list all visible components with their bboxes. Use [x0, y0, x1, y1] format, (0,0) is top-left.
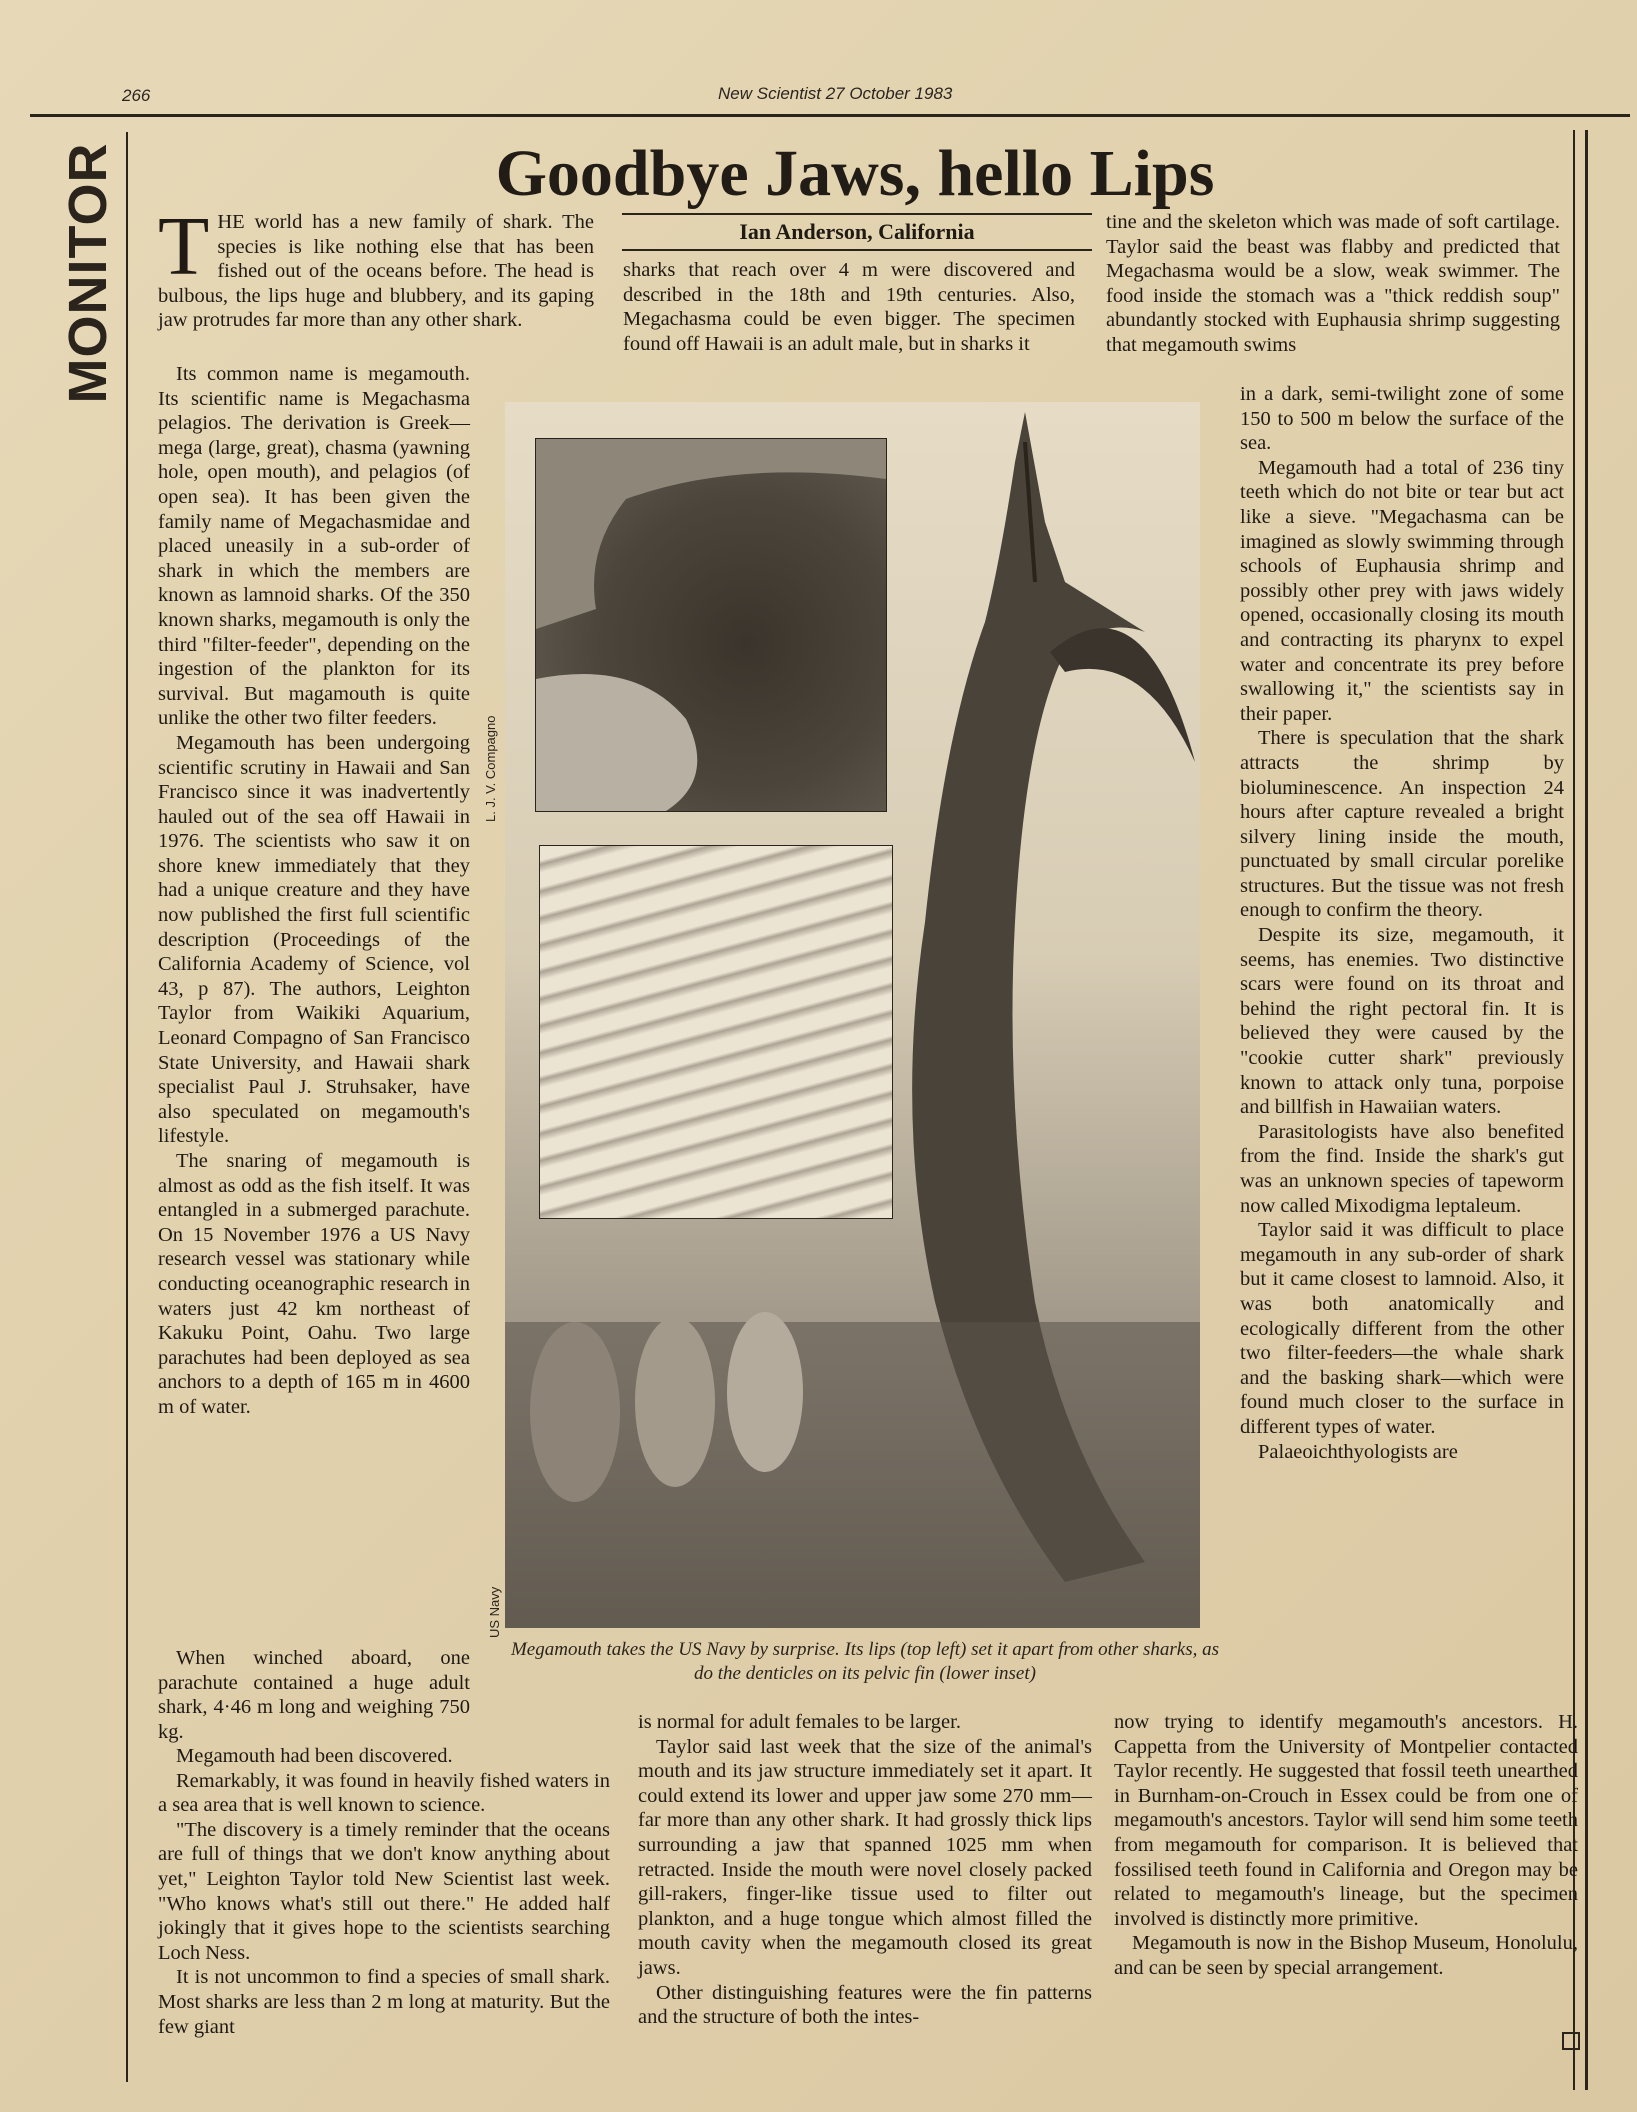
paragraph: Parasitologists have also benefited from the find. Inside the shark's gut was an unknown species of tapeworm now called Mixodigma leptaleum.	[1240, 1120, 1564, 1217]
paragraph: When winched aboard, one parachute contained a huge adult shark, 4·46 m long and weighing 750 kg.	[158, 1647, 470, 1743]
paragraph: Its common name is megamouth. Its scientific name is Megachasma pelagios. The derivation is Greek—mega (large, great), chasma (yawning hole, open mouth), and pelagios (of open sea). It has been given the family name of Megachasmidae and placed uneasily in a sub-order of shark in which the members are known as lamnoid sharks. Of the 350 known sharks, megamouth is only the third "filter-feeder", depending on the ingestion of the plankton for its survival. But magamouth is quite unlike the other two filter feeders.	[158, 363, 470, 730]
paragraph: sharks that reach over 4 m were discovered and described in the 18th and 19th centuries. Also, Megachasma could be even bigger. The specimen found off Hawaii is an adult male, but in sharks it	[623, 259, 1075, 355]
column-1-lower	[158, 1744, 610, 2039]
cylinder	[530, 1322, 620, 1502]
column-3-top	[1106, 210, 1560, 358]
photo-credit-compagno: L. J. V. Compagno	[483, 715, 498, 822]
paragraph: Remarkably, it was found in heavily fished waters in a sea area that is well known to science.	[158, 1769, 610, 1817]
paragraph: Megamouth had been discovered.	[176, 1745, 453, 1767]
section-label: MONITOR	[58, 142, 118, 404]
paragraph: Palaeoichthyologists are	[1258, 1440, 1458, 1463]
paragraph: There is speculation that the shark attracts the shrimp by bioluminescence. An inspection 24 hours after capture revealed a bright silvery lining inside the mouth, punctuated by small circular porelike structures. But the tissue was not fresh enough to confirm the theory.	[1240, 727, 1564, 922]
upper-jaw	[536, 439, 886, 629]
drop-cap: T	[158, 200, 210, 293]
column-1-winched	[158, 1646, 470, 1744]
paragraph: is normal for adult females to be larger.	[638, 1711, 961, 1733]
column-3-bottom	[1114, 1710, 1578, 1981]
column-2-top	[623, 258, 1075, 356]
article-title: Goodbye Jaws, hello Lips	[495, 137, 1215, 210]
mouth-illustration	[536, 439, 886, 811]
paragraph: Megamouth is now in the Bishop Museum, Honolulu, and can be seen by special arrangement.	[1114, 1932, 1578, 1979]
tail-fin	[1050, 628, 1195, 762]
frame-left	[126, 132, 128, 2082]
paragraph: in a dark, semi-twilight zone of some 150 to 500 m below the surface of the sea.	[1240, 383, 1564, 455]
paragraph: Despite its size, megamouth, it seems, has enemies. Two distinctive scars were found on its throat and behind the right pectoral fin. It is believed they were caused by the "cookie cutter shark" previously known to attack only tuna, porpoise and billfish in Hawaiian waters.	[1240, 924, 1564, 1119]
cylinder	[635, 1317, 715, 1487]
paragraph: The snaring of megamouth is almost as odd as the fish itself. It was entangled in a submerged parachute. On 15 November 1976 a US Navy research vessel was stationary while conducting oceanographic research in waters just 42 km northeast of Kakuku Point, Oahu. Two large parachutes had been deployed as sea anchors to a depth of 165 m in 4600 m of water.	[158, 1150, 470, 1418]
photo-caption: Megamouth takes the US Navy by surprise. Its lips (top left) set it apart from other sharks, as do the denticles on its pelvic fin (lower inset)	[510, 1639, 1220, 1684]
paragraph: "The discovery is a timely reminder that the oceans are full of things that we don't know anything about yet," Leighton Taylor told New Scientist last week. "Who knows what's still out there." He added half jokingly that it gives hope to the scientists searching Loch Ness.	[158, 1818, 610, 1964]
paragraph: tine and the skeleton which was made of soft cartilage. Taylor said the beast was flabby and predicted that Megachasma would be a slow, weak swimmer. The food inside the stomach was a "thick reddish soup" abundantly stocked with Euphausia shrimp suggesting that megamouth swims	[1106, 211, 1560, 356]
end-mark	[1562, 2032, 1580, 2050]
paragraph: It is not uncommon to find a species of small shark. Most sharks are less than 2 m long at maturity. But the few giant	[158, 1966, 610, 2038]
lips-inset-photo	[535, 438, 887, 812]
lower-jaw	[536, 674, 697, 811]
paragraph: Megamouth has been undergoing scientific scrutiny in Hawaii and San Francisco since it was inadvertently hauled out of the sea off Hawaii in 1976. The scientists who saw it on shore knew immediately that they had a unique creature and they have now published the first full scientific description (Proceedings of the California Academy of Science, vol 43, p 87). The authors, Leighton Taylor from Waikiki Aquarium, Leonard Compagno of San Francisco State University, and Hawaii shark specialist Paul J. Struhsaker, have also speculated on megamouth's lifestyle.	[158, 731, 470, 1148]
column-1-body	[158, 362, 470, 1420]
column-2-bottom	[638, 1710, 1092, 2030]
publication-line: New Scientist 27 October 1983	[718, 84, 953, 103]
column-3-body	[1240, 382, 1564, 1464]
paragraph: now trying to identify megamouth's ancestors. H. Cappetta from the University of Montpelier contacted Taylor recently. He suggested that fossil teeth unearthed in Burnham-on-Crouch in Essex could be from one of megamouth's ancestors. Taylor will send him some teeth from megamouth for comparison. It is believed that fossilised teeth found in California and Oregon may be related to megamouth's lineage, but the specimen involved is distinctly more primitive.	[1114, 1711, 1578, 1930]
frame-right-thick	[1585, 130, 1588, 2090]
paragraph: Megamouth had a total of 236 tiny teeth which do not bite or tear but act like a sieve. "Megachasma can be imagined as slowly swimming through schools of Euphausia shrimp and possibly other prey with jaws widely opened, occasionally closing its mouth and contracting its pharynx to expel water and concentrate its prey before swallowing it," the scientists say in their paper.	[1240, 456, 1564, 725]
intro-text: HE world has a new family of shark. The species is like nothing else that has been fished out of the oceans before. The head is bulbous, the lips huge and blubbery, and its gaping jaw protrudes far more than any other shark.	[158, 211, 594, 332]
header-rule	[30, 114, 1630, 117]
paragraph: Taylor said last week that the size of the animal's mouth and its jaw structure immediately set it apart. It could extend its lower and upper jaw some 270 mm—far more than any other shark. It had grossly thick lips surrounding a jaw that spanned 1025 mm when retracted. Inside the mouth were novel closely packed gill-rakers, finger-like tissue used to filter out plankton, and a huge tongue which almost filled the mouth cavity when the megamouth closed its great jaws.	[638, 1735, 1092, 1979]
paragraph: Other distinguishing features were the fin patterns and the structure of both the intes-	[638, 1981, 1092, 2029]
column-1-intro	[158, 200, 594, 333]
cylinder	[727, 1312, 803, 1472]
photo-credit-navy: US Navy	[487, 1586, 502, 1638]
denticles-inset-photo	[539, 845, 893, 1219]
paragraph: Taylor said it was difficult to place megamouth in any sub-order of shark but it came closest to lamnoid. Also, it was both anatomically and ecologically different from the other two filter-feeders—the whale shark and the basking shark—which were found much closer to the surface in different types of water.	[1240, 1219, 1564, 1438]
page-number: 266	[122, 86, 151, 105]
byline: Ian Anderson, California	[622, 213, 1092, 251]
